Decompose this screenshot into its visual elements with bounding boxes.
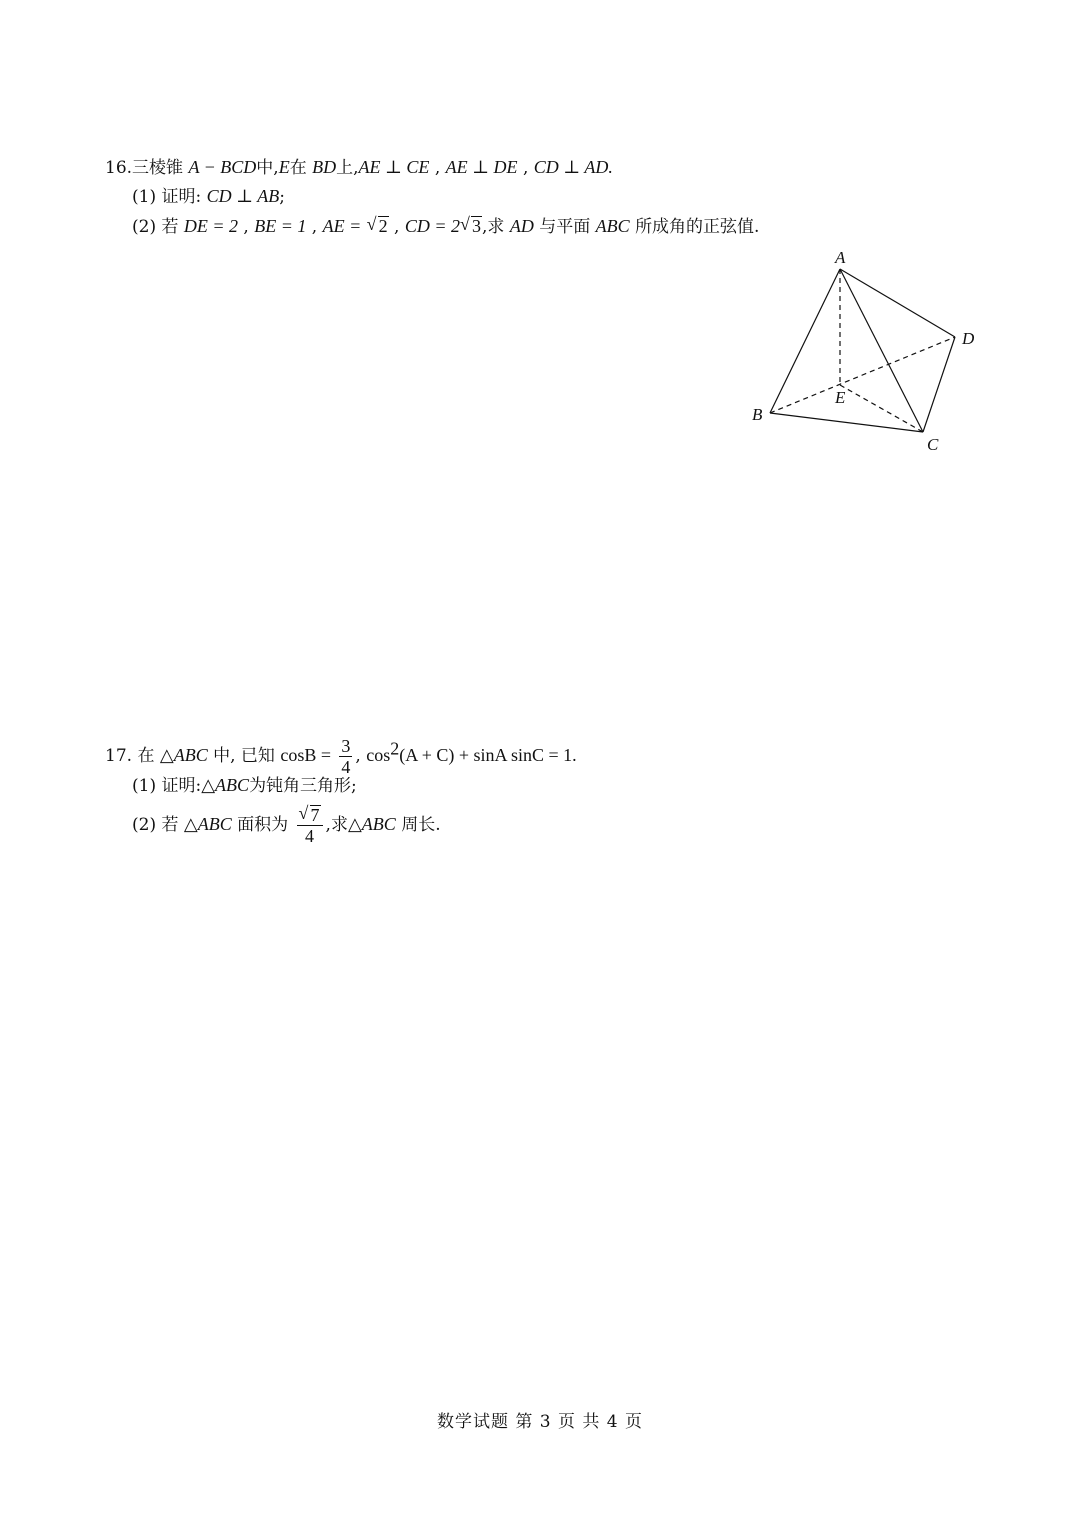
label-C: C bbox=[927, 435, 939, 454]
edge-CD bbox=[923, 337, 955, 432]
q16-pyramid: A − BCD bbox=[188, 157, 257, 177]
q16-stem: 16.三棱锥 A − BCD中,E在 BD上,AE ⊥ CE , AE ⊥ DE , CD ⊥ AD. bbox=[105, 157, 613, 178]
label-D: D bbox=[962, 329, 975, 348]
q16-number: 16. bbox=[105, 158, 133, 178]
edge-AB bbox=[770, 269, 840, 413]
fraction-3-4: $\frac{3}{4}$ bbox=[341, 736, 351, 777]
page-footer: 数学试题 第 3 页 共 4 页 bbox=[436, 1412, 644, 1432]
pyramid-figure bbox=[740, 245, 990, 460]
label-B: B bbox=[752, 405, 763, 424]
fraction-sqrt7-4: √ $\frac{7}{4}$ bbox=[297, 805, 323, 846]
q17-part2: (2) 若 △ABC 面积为 √ $\frac{7}{4}$ ,求△ABC 周长. bbox=[132, 805, 441, 846]
edge-BD-dashed bbox=[770, 337, 955, 413]
q17-stem: 17. 在 △ABC 中, 已知 cosB = $\frac{3}{4}$ , $\cos^2(A + C) + \sin A$ sinC = 1. bbox=[105, 736, 577, 777]
q17-part1: (1) 证明:△ABC为钝角三角形; bbox=[132, 775, 357, 796]
sqrt-3: √ 3 bbox=[460, 214, 482, 238]
q16-part1: (1) 证明: CD ⊥ AB; bbox=[132, 186, 285, 207]
label-E: E bbox=[835, 388, 846, 407]
q16-part2: (2) 若 DE = 2 , BE = 1 , AE = √ 2 , CD = 2 √ 3,求 AD 与平面 ABC 所成角的正弦值. bbox=[132, 214, 759, 239]
edge-BC bbox=[770, 413, 923, 432]
q17-number: 17. bbox=[105, 746, 133, 766]
label-A: A bbox=[835, 248, 846, 267]
sqrt-2: √ 2 bbox=[367, 214, 389, 238]
